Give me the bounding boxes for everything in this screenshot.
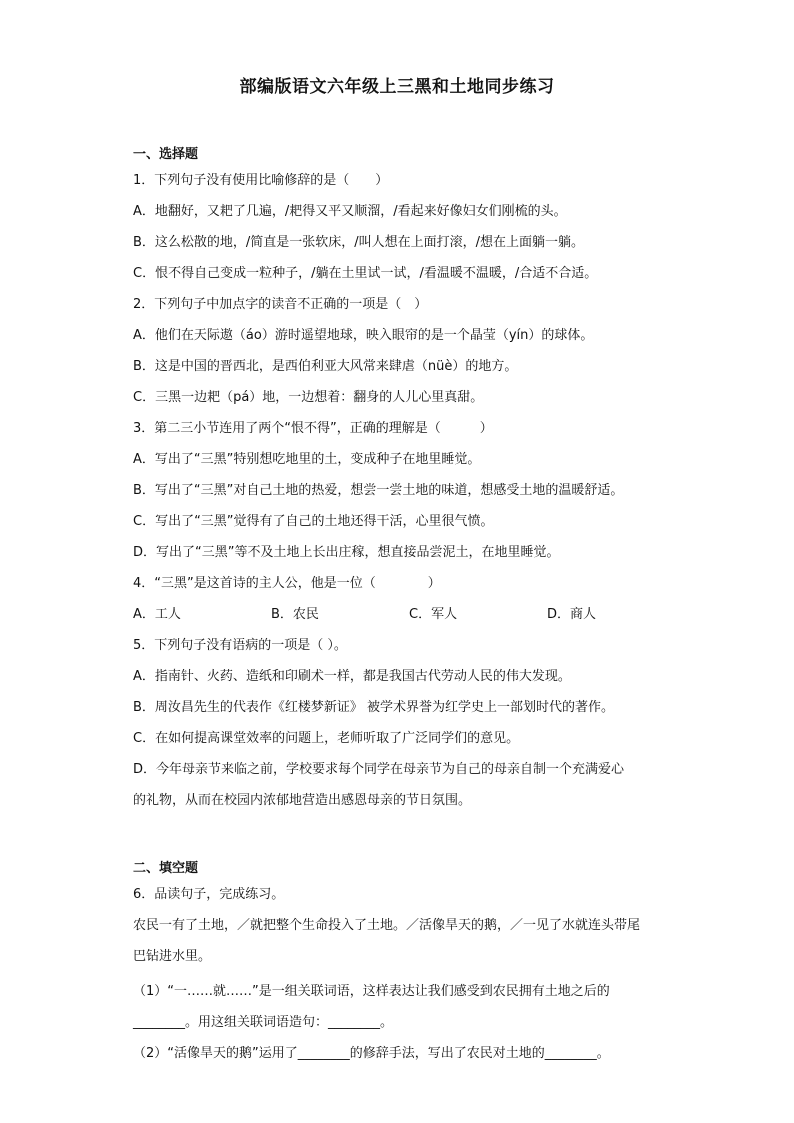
question-5-option-d-line2: 的礼物，从而在校园内浓郁地营造出感恩母亲的节日氛围。 — [133, 793, 472, 808]
question-6-stem: 6．品读句子，完成练习。 — [133, 887, 285, 902]
question-6-passage-line1: 农民一有了土地，／就把整个生命投入了土地。／活像旱天的鹅，／一见了水就连头带尾 — [133, 918, 641, 933]
question-4-option-b: B．农民 — [271, 607, 319, 622]
question-5-option-c: C．在如何提高课堂效率的问题上，老师听取了广泛同学们的意见。 — [133, 731, 520, 746]
question-6-passage-line2: 巴钻进水里。 — [133, 949, 212, 964]
question-1-stem: 1．下列句子没有使用比喻修辞的是（ ） — [133, 173, 389, 188]
question-4-option-d: D．商人 — [547, 607, 597, 622]
question-6-sub1-line1: （1）“一……就……”是一组关联词语，这样表达让我们感受到农民拥有土地之后的 — [133, 984, 610, 999]
question-3-stem: 3．第二三小节连用了两个“恨不得”，正确的理解是（ ） — [133, 421, 493, 436]
question-4-stem: 4．“三黑”是这首诗的主人公，他是一位（ ） — [133, 576, 441, 591]
question-5-option-a: A．指南针、火药、造纸和印刷术一样，都是我国古代劳动人民的伟大发现。 — [133, 669, 571, 684]
section-heading-fill: 二、填空题 — [133, 861, 199, 876]
question-5-stem: 5．下列句子没有语病的一项是（ ）。 — [133, 638, 347, 653]
question-3-option-b: B．写出了“三黑”对自己土地的热爱，想尝一尝土地的味道，想感受土地的温暖舒适。 — [133, 483, 624, 498]
question-5-option-d-line1: D．今年母亲节来临之前，学校要求每个同学在母亲节为自己的母亲自制一个充满爱心 — [133, 762, 625, 777]
question-2-stem: 2．下列句子中加点字的读音不正确的一项是（ ） — [133, 297, 428, 312]
document-title: 部编版语文六年级上三黑和土地同步练习 — [239, 77, 555, 97]
question-5-option-b: B．周汝昌先生的代表作《红楼梦新证》 被学术界誉为红学史上一部划时代的著作。 — [133, 700, 615, 715]
question-2-option-b: B．这是中国的晋西北，是西伯利亚大风常来肆虐（nüè）的地方。 — [133, 359, 518, 374]
question-6-sub1-line2: ________。用这组关联词语造句：________。 — [133, 1015, 394, 1030]
question-4-option-c: C．军人 — [409, 607, 458, 622]
question-4-options — [133, 606, 596, 624]
question-6-sub2: （2）“活像旱天的鹅”运用了________的修辞手法，写出了农民对土地的________。 — [133, 1046, 610, 1061]
question-4-option-a: A．工人 — [133, 607, 181, 622]
question-1-option-a: A．地翻好，又耙了几遍，/耙得又平又顺溜，/看起来好像妇女们刚梳的头。 — [133, 204, 567, 219]
question-2-option-c: C．三黑一边耙（pá）地，一边想着：翻身的人儿心里真甜。 — [133, 390, 484, 405]
question-2-option-a: A．他们在天际遨（áo）游时遥望地球，映入眼帘的是一个晶莹（yín）的球体。 — [133, 328, 594, 343]
question-3-option-d: D．写出了“三黑”等不及土地上长出庄稼，想直接品尝泥土，在地里睡觉。 — [133, 545, 560, 560]
question-3-option-c: C．写出了“三黑”觉得有了自己的土地还得干活，心里很气愤。 — [133, 514, 494, 529]
section-heading-choice: 一、选择题 — [133, 147, 199, 162]
question-1-option-c: C．恨不得自己变成一粒种子，/躺在土里试一试，/看温暖不温暖，/合适不合适。 — [133, 266, 598, 281]
question-3-option-a: A．写出了“三黑”特别想吃地里的土，变成种子在地里睡觉。 — [133, 452, 481, 467]
question-1-option-b: B．这么松散的地，/简直是一张软床，/叫人想在上面打滚，/想在上面躺一躺。 — [133, 235, 585, 250]
